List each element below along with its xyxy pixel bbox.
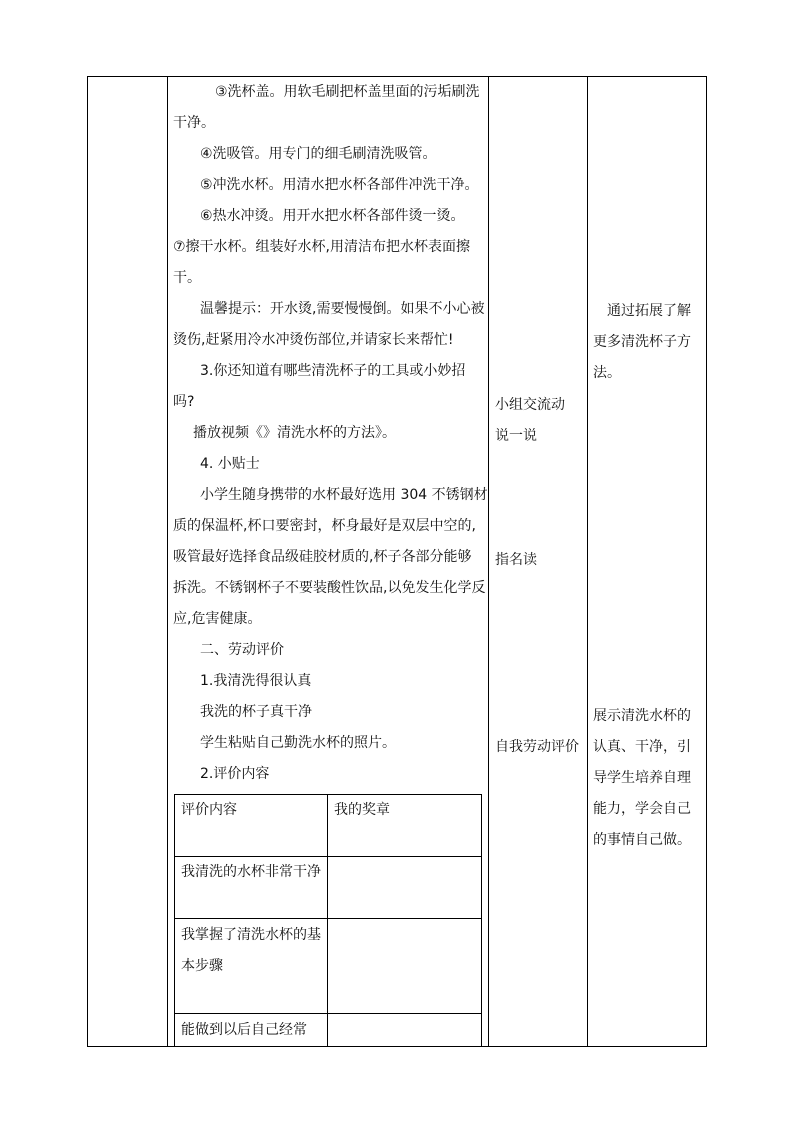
eval-table-cell: 我清洗的水杯非常干净 xyxy=(181,864,321,880)
eval-table-header: 我的奖章 xyxy=(334,802,390,818)
activity-label: 小组交流动 xyxy=(495,397,565,413)
text-line: 播放视频《》清洗水杯的方法》。 xyxy=(193,425,396,441)
eval-table-cell: 我掌握了清洗水杯的基本步骤 xyxy=(181,927,321,974)
column-divider-1 xyxy=(167,76,168,1047)
eval-table-row-divider xyxy=(174,1013,482,1014)
eval-table-right xyxy=(481,794,482,1046)
purpose-line: 认真、干净，引 xyxy=(593,739,691,755)
table-top-border xyxy=(87,76,707,77)
text-line: ⑥热水冲烫。用开水把水杯各部件烫一烫。 xyxy=(200,208,465,224)
table-right-border xyxy=(706,76,707,1047)
text-line: ⑤冲洗水杯。用清水把水杯各部件冲洗干净。 xyxy=(200,177,479,193)
column-divider-3 xyxy=(587,76,588,1047)
text-line: 烫伤,赶紧用冷水冲烫伤部位,并请家长来帮忙! xyxy=(173,332,454,348)
text-line: ④洗吸管。用专门的细毛刷清洗吸管。 xyxy=(200,146,437,162)
eval-table-top xyxy=(174,794,482,795)
eval-table-cell: 能做到以后自己经常 xyxy=(181,1022,307,1038)
text-line: 吸管最好选择食品级硅胶材质的,杯子各部分能够 xyxy=(173,549,472,565)
eval-table-left xyxy=(174,794,175,1046)
text-line: 3.你还知道有哪些清洗杯子的工具或小妙招 xyxy=(200,363,466,379)
purpose-line: 的事情自己做。 xyxy=(593,832,691,848)
text-line: 应,危害健康。 xyxy=(173,611,262,627)
purpose-line: 法。 xyxy=(593,365,621,381)
eval-table-middle xyxy=(327,794,328,1046)
text-line: 我洗的杯子真干净 xyxy=(200,704,312,720)
text-line: 吗? xyxy=(173,394,195,410)
text-line: 学生粘贴自己勤洗水杯的照片。 xyxy=(200,735,396,751)
table-bottom-border xyxy=(87,1046,707,1047)
activity-label: 自我劳动评价 xyxy=(495,739,579,755)
purpose-line: 展示清洗水杯的 xyxy=(593,708,691,724)
eval-table-row-divider xyxy=(174,918,482,919)
table-left-border xyxy=(87,76,88,1047)
text-line: ⑦擦干水杯。组装好水杯,用清洁布把水杯表面擦 xyxy=(173,239,470,255)
activity-label: 指名读 xyxy=(495,552,537,568)
eval-table-header: 评价内容 xyxy=(181,802,237,818)
text-line: 拆洗。不锈钢杯子不要装酸性饮品,以免发生化学反 xyxy=(173,580,486,596)
activity-label: 说一说 xyxy=(495,428,537,444)
text-line: 1.我清洗得很认真 xyxy=(200,673,312,689)
purpose-line: 更多清洗杯子方 xyxy=(593,334,691,350)
column-divider-2 xyxy=(488,76,489,1047)
text-line: 4. 小贴士 xyxy=(200,456,260,472)
text-line: 质的保温杯,杯口要密封，杯身最好是双层中空的, xyxy=(173,518,476,534)
purpose-line: 能力，学会自己 xyxy=(593,801,691,817)
purpose-line: 导学生培养自理 xyxy=(593,770,691,786)
text-line: 2.评价内容 xyxy=(200,766,270,782)
text-line: 干。 xyxy=(173,270,201,286)
text-line: 干净。 xyxy=(173,115,215,131)
text-line: ③洗杯盖。用软毛刷把杯盖里面的污垢刷洗 xyxy=(215,84,480,100)
text-line: 小学生随身携带的水杯最好选用 304 不锈钢材 xyxy=(200,487,488,503)
text-line: 温馨提示：开水烫,需要慢慢倒。如果不小心被 xyxy=(200,301,485,317)
purpose-line: 通过拓展了解 xyxy=(607,303,691,319)
section-heading: 二、劳动评价 xyxy=(200,642,284,658)
